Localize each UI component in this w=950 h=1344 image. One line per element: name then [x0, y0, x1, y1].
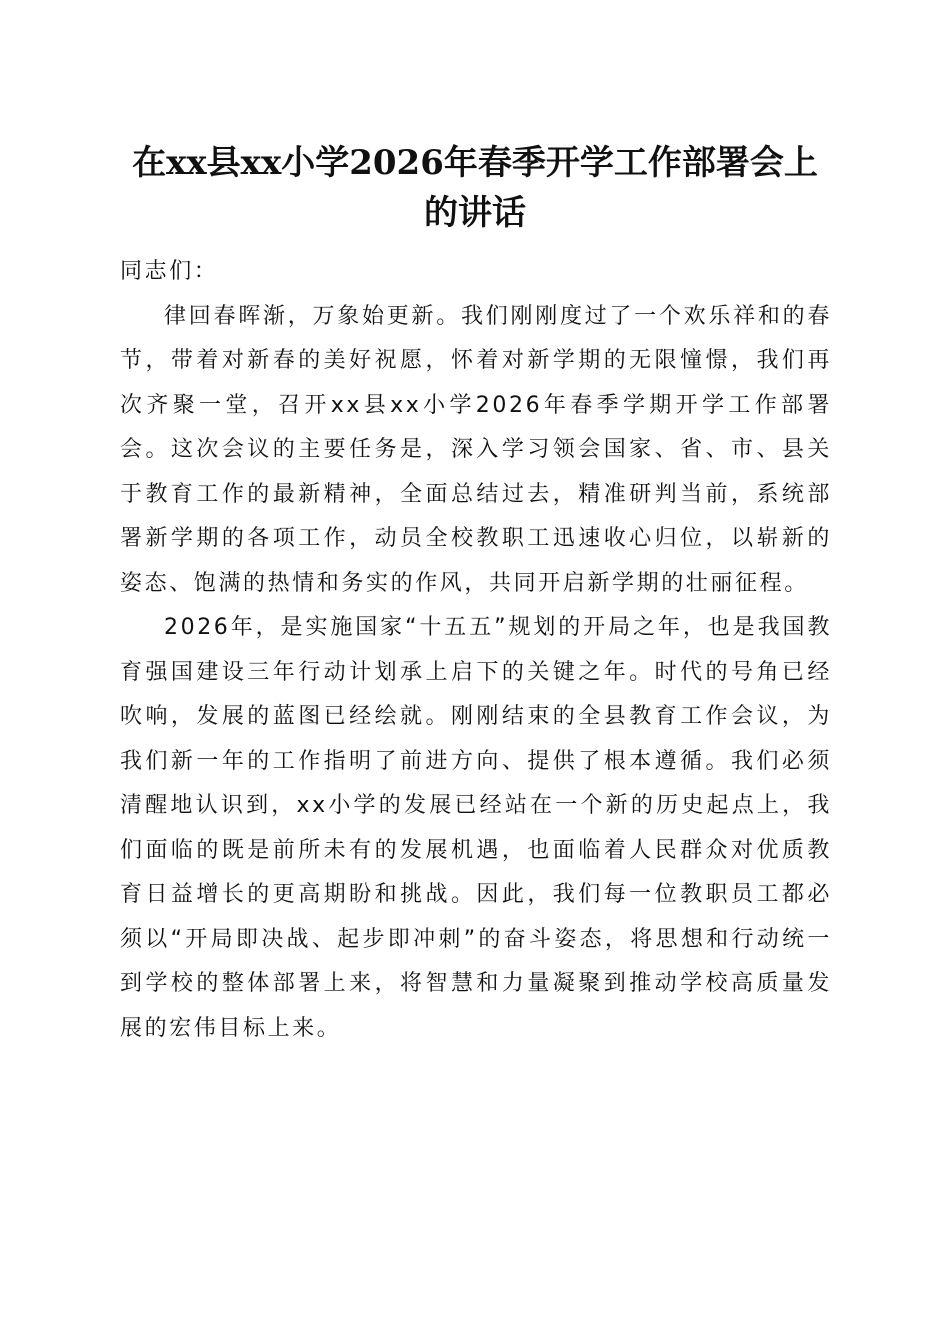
salutation: 同志们： — [120, 259, 219, 284]
document-title: 在xx县xx小学2026年春季开学工作部署会上的讲话 — [132, 143, 818, 233]
document-body — [120, 250, 832, 1051]
paragraph-2: 2026年，是实施国家“十五五”规划的开局之年，也是我国教育强国建设三年行动计划承上启下的关键之年。时代的号角已经吹响，发展的蓝图已经绘就。刚刚结束的全县教育工作会议，为我们新一年的工作指明了前进方向、提供了根本遵循。我们必须清醒地认识到，xx小学的发展已经站在一个新的历史起点上，我们面临的既是前所未有的发展机遇，也面临着人民群众对优质教育日益增长的更高期盼和挑战。因此，我们每一位教职员工都必须以“开局即决战、起步即冲刺”的奋斗姿态，将思想和行动统一到学校的整体部署上来，将智慧和力量凝聚到推动学校高质量发展的宏伟目标上来。 — [120, 615, 832, 1041]
paragraph-1: 律回春晖渐，万象始更新。我们刚刚度过了一个欢乐祥和的春节，带着对新春的美好祝愿，怀着对新学期的无限憧憬，我们再次齐聚一堂，召开xx县xx小学2026年春季学期开学工作部署会。这次会议的主要任务是，深入学习领会国家、省、市、县关于教育工作的最新精神，全面总结过去，精准研判当前，系统部署新学期的各项工作，动员全校教职工迅速收心归位，以崭新的姿态、饱满的热情和务实的作风，共同开启新学期的壮丽征程。 — [120, 303, 832, 596]
